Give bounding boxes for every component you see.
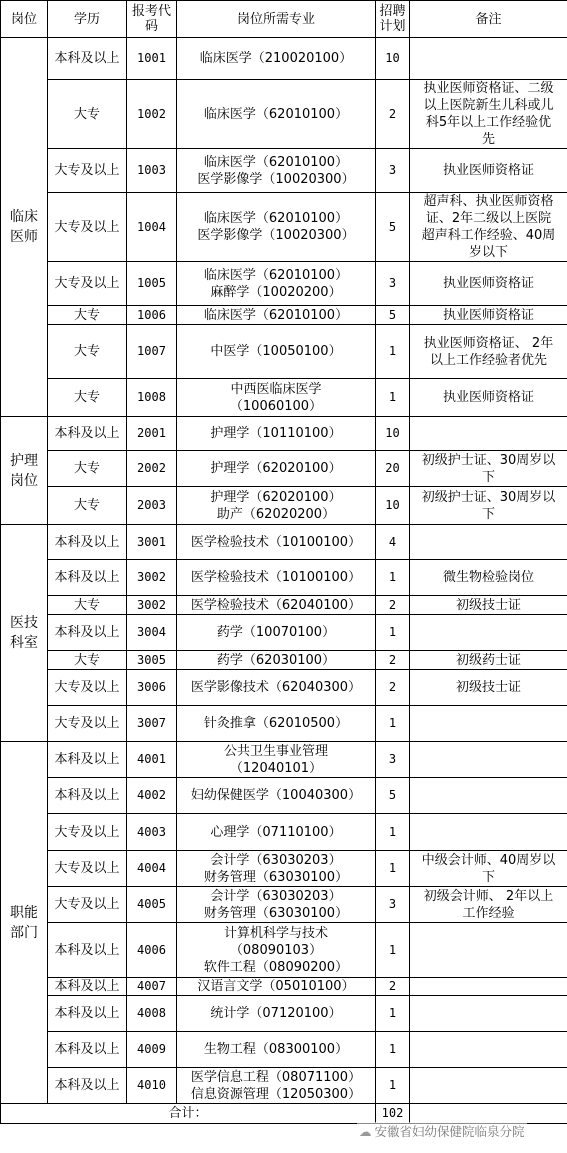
count-cell: 2 [376, 670, 410, 706]
major-cell: 临床医学（62010100） 麻醉学（10020200） [177, 262, 376, 306]
education-cell: 本科及以上 [48, 525, 127, 560]
department-cell-nursing: 护理 岗位 [1, 417, 48, 525]
department-cell-functional: 职能 部门 [1, 742, 48, 1104]
table-row [1, 560, 567, 596]
code-cell: 4007 [127, 978, 177, 996]
remark-cell: 初级技士证 [410, 670, 567, 706]
education-cell: 大专 [48, 379, 127, 417]
table-row [1, 193, 567, 262]
remark-cell [410, 978, 567, 996]
table-row [1, 923, 567, 978]
major-cell: 药学（10070100） [177, 615, 376, 651]
count-cell: 1 [376, 923, 410, 978]
count-cell: 1 [376, 996, 410, 1032]
table-row [1, 887, 567, 923]
major-cell: 临床医学（210020100） [177, 38, 376, 80]
code-cell: 1003 [127, 149, 177, 193]
table-row [1, 38, 567, 80]
major-cell: 医学影像技术（62040300） [177, 670, 376, 706]
table-row [1, 851, 567, 887]
education-cell: 本科及以上 [48, 923, 127, 978]
code-cell: 2002 [127, 451, 177, 487]
code-cell: 1008 [127, 379, 177, 417]
count-cell: 3 [376, 149, 410, 193]
table-row [1, 1032, 567, 1068]
remark-cell [410, 996, 567, 1032]
education-cell: 大专 [48, 306, 127, 325]
education-cell: 本科及以上 [48, 38, 127, 80]
remark-cell: 中级会计师、40周岁以 下 [410, 851, 567, 887]
count-cell: 1 [376, 814, 410, 851]
remark-cell [410, 417, 567, 451]
education-cell: 本科及以上 [48, 560, 127, 596]
remark-cell [410, 525, 567, 560]
education-cell: 大专及以上 [48, 262, 127, 306]
remark-cell: 执业医师资格证 [410, 149, 567, 193]
major-cell: 护理学（62020100） [177, 451, 376, 487]
count-cell: 1 [376, 560, 410, 596]
table-row [1, 451, 567, 487]
remark-cell: 超声科、执业医师资格 证、2年二级以上医院 超声科工作经验、40周 岁以下 [410, 193, 567, 262]
table-row [1, 525, 567, 560]
table-row [1, 262, 567, 306]
count-cell: 2 [376, 651, 410, 670]
table-row [1, 651, 567, 670]
education-cell: 大专及以上 [48, 851, 127, 887]
header-count: 招聘 计划 [376, 1, 410, 38]
code-cell: 1004 [127, 193, 177, 262]
header-education: 学历 [48, 1, 127, 38]
remark-cell [410, 742, 567, 778]
education-cell: 大专及以上 [48, 193, 127, 262]
major-cell: 公共卫生事业管理 （12040101） [177, 742, 376, 778]
major-cell: 中西医临床医学 （10060100） [177, 379, 376, 417]
wechat-icon: ☁ [359, 1124, 372, 1139]
count-cell: 10 [376, 487, 410, 525]
major-cell: 临床医学（62010100） [177, 306, 376, 325]
code-cell: 2003 [127, 487, 177, 525]
education-cell: 大专 [48, 487, 127, 525]
major-cell: 生物工程（08300100） [177, 1032, 376, 1068]
code-cell: 4004 [127, 851, 177, 887]
table-row [1, 978, 567, 996]
header-remark: 备注 [410, 1, 567, 38]
table-row [1, 742, 567, 778]
count-cell: 5 [376, 778, 410, 814]
remark-cell: 执业医师资格证、二级 以上医院新生儿科或儿 科5年以上工作经验优 先 [410, 80, 567, 149]
code-cell: 2001 [127, 417, 177, 451]
remark-cell: 执业医师资格证 [410, 262, 567, 306]
table-row [1, 306, 567, 325]
department-cell-medtech: 医技 科室 [1, 525, 48, 742]
count-cell: 1 [376, 379, 410, 417]
education-cell: 大专 [48, 451, 127, 487]
education-cell: 本科及以上 [48, 978, 127, 996]
table-row [1, 814, 567, 851]
count-cell: 2 [376, 80, 410, 149]
code-cell: 3001 [127, 525, 177, 560]
major-cell: 临床医学（62010100） 医学影像学（10020300） [177, 149, 376, 193]
education-cell: 本科及以上 [48, 742, 127, 778]
code-cell: 4002 [127, 778, 177, 814]
remark-cell: 初级护士证、30周岁以 下 [410, 487, 567, 525]
table-row [1, 80, 567, 149]
education-cell: 本科及以上 [48, 1032, 127, 1068]
table-row [1, 1068, 567, 1104]
remark-cell [410, 923, 567, 978]
remark-cell [410, 615, 567, 651]
major-cell: 护理学（10110100） [177, 417, 376, 451]
major-cell: 临床医学（62010100） 医学影像学（10020300） [177, 193, 376, 262]
major-cell: 心理学（07110100） [177, 814, 376, 851]
major-cell: 妇幼保健医学（10040300） [177, 778, 376, 814]
count-cell: 1 [376, 706, 410, 742]
code-cell: 3006 [127, 670, 177, 706]
total-label: 合计： [1, 1104, 376, 1124]
code-cell: 4006 [127, 923, 177, 978]
remark-cell: 执业医师资格证 [410, 379, 567, 417]
remark-cell: 初级护士证、30周岁以 下 [410, 451, 567, 487]
major-cell: 医学检验技术（62040100） [177, 596, 376, 615]
code-cell: 4005 [127, 887, 177, 923]
watermark-text: 安徽省妇幼保健院临泉分院 [374, 1124, 525, 1139]
table-row [1, 325, 567, 379]
major-cell: 会计学（63030203） 财务管理（63030100） [177, 887, 376, 923]
table-row [1, 996, 567, 1032]
education-cell: 大专 [48, 325, 127, 379]
table-row [1, 487, 567, 525]
education-cell: 本科及以上 [48, 417, 127, 451]
table-row [1, 615, 567, 651]
count-cell: 5 [376, 193, 410, 262]
table-row [1, 778, 567, 814]
code-cell: 1006 [127, 306, 177, 325]
remark-cell [410, 1032, 567, 1068]
code-cell: 4009 [127, 1032, 177, 1068]
remark-cell [410, 778, 567, 814]
count-cell: 2 [376, 978, 410, 996]
education-cell: 大专 [48, 80, 127, 149]
code-cell: 4001 [127, 742, 177, 778]
total-remark [410, 1104, 567, 1124]
remark-cell: 执业医师资格证 [410, 306, 567, 325]
remark-cell [410, 38, 567, 80]
count-cell: 4 [376, 525, 410, 560]
table-row [1, 596, 567, 615]
count-cell: 10 [376, 38, 410, 80]
major-cell: 会计学（63030203） 财务管理（63030100） [177, 851, 376, 887]
total-count: 102 [376, 1104, 410, 1124]
table-row [1, 379, 567, 417]
count-cell: 10 [376, 417, 410, 451]
count-cell: 1 [376, 851, 410, 887]
major-cell: 护理学（62020100） 助产（62020200） [177, 487, 376, 525]
code-cell: 3002 [127, 560, 177, 596]
code-cell: 1007 [127, 325, 177, 379]
education-cell: 大专及以上 [48, 670, 127, 706]
code-cell: 1005 [127, 262, 177, 306]
major-cell: 汉语言文学（05010100） [177, 978, 376, 996]
code-cell: 1001 [127, 38, 177, 80]
count-cell: 20 [376, 451, 410, 487]
count-cell: 3 [376, 742, 410, 778]
remark-cell: 初级技士证 [410, 596, 567, 615]
remark-cell [410, 1068, 567, 1104]
table-row [1, 670, 567, 706]
table-row [1, 149, 567, 193]
remark-cell: 微生物检验岗位 [410, 560, 567, 596]
major-cell: 医学检验技术（10100100） [177, 525, 376, 560]
count-cell: 1 [376, 1032, 410, 1068]
count-cell: 1 [376, 615, 410, 651]
major-cell: 医学信息工程（08071100） 信息资源管理（12050300） [177, 1068, 376, 1104]
remark-cell: 初级药士证 [410, 651, 567, 670]
count-cell: 1 [376, 1068, 410, 1104]
education-cell: 本科及以上 [48, 778, 127, 814]
major-cell: 针灸推拿（62010500） [177, 706, 376, 742]
total-row [1, 1104, 567, 1124]
header-post: 岗位 [1, 1, 48, 38]
header-row [1, 1, 567, 38]
code-cell: 4008 [127, 996, 177, 1032]
code-cell: 4003 [127, 814, 177, 851]
education-cell: 本科及以上 [48, 1068, 127, 1104]
remark-cell: 初级会计师、 2年以上 工作经验 [410, 887, 567, 923]
watermark [357, 1122, 527, 1140]
major-cell: 计算机科学与技术 （08090103） 软件工程（08090200） [177, 923, 376, 978]
table-row [1, 706, 567, 742]
count-cell: 1 [376, 325, 410, 379]
major-cell: 药学（62030100） [177, 651, 376, 670]
remark-cell [410, 706, 567, 742]
header-code: 报考代 码 [127, 1, 177, 38]
code-cell: 3007 [127, 706, 177, 742]
education-cell: 大专 [48, 596, 127, 615]
remark-cell [410, 814, 567, 851]
education-cell: 本科及以上 [48, 615, 127, 651]
code-cell: 3005 [127, 651, 177, 670]
code-cell: 3004 [127, 615, 177, 651]
code-cell: 1002 [127, 80, 177, 149]
education-cell: 大专及以上 [48, 887, 127, 923]
header-major: 岗位所需专业 [177, 1, 376, 38]
major-cell: 统计学（07120100） [177, 996, 376, 1032]
table-row [1, 417, 567, 451]
count-cell: 3 [376, 887, 410, 923]
count-cell: 5 [376, 306, 410, 325]
education-cell: 大专及以上 [48, 814, 127, 851]
education-cell: 大专 [48, 651, 127, 670]
education-cell: 大专及以上 [48, 706, 127, 742]
education-cell: 大专及以上 [48, 149, 127, 193]
code-cell: 3002 [127, 596, 177, 615]
department-cell-clinical: 临床 医师 [1, 38, 48, 417]
count-cell: 3 [376, 262, 410, 306]
education-cell: 本科及以上 [48, 996, 127, 1032]
count-cell: 2 [376, 596, 410, 615]
major-cell: 中医学（10050100） [177, 325, 376, 379]
major-cell: 医学检验技术（10100100） [177, 560, 376, 596]
remark-cell: 执业医师资格证、 2年 以上工作经验者优先 [410, 325, 567, 379]
major-cell: 临床医学（62010100） [177, 80, 376, 149]
code-cell: 4010 [127, 1068, 177, 1104]
